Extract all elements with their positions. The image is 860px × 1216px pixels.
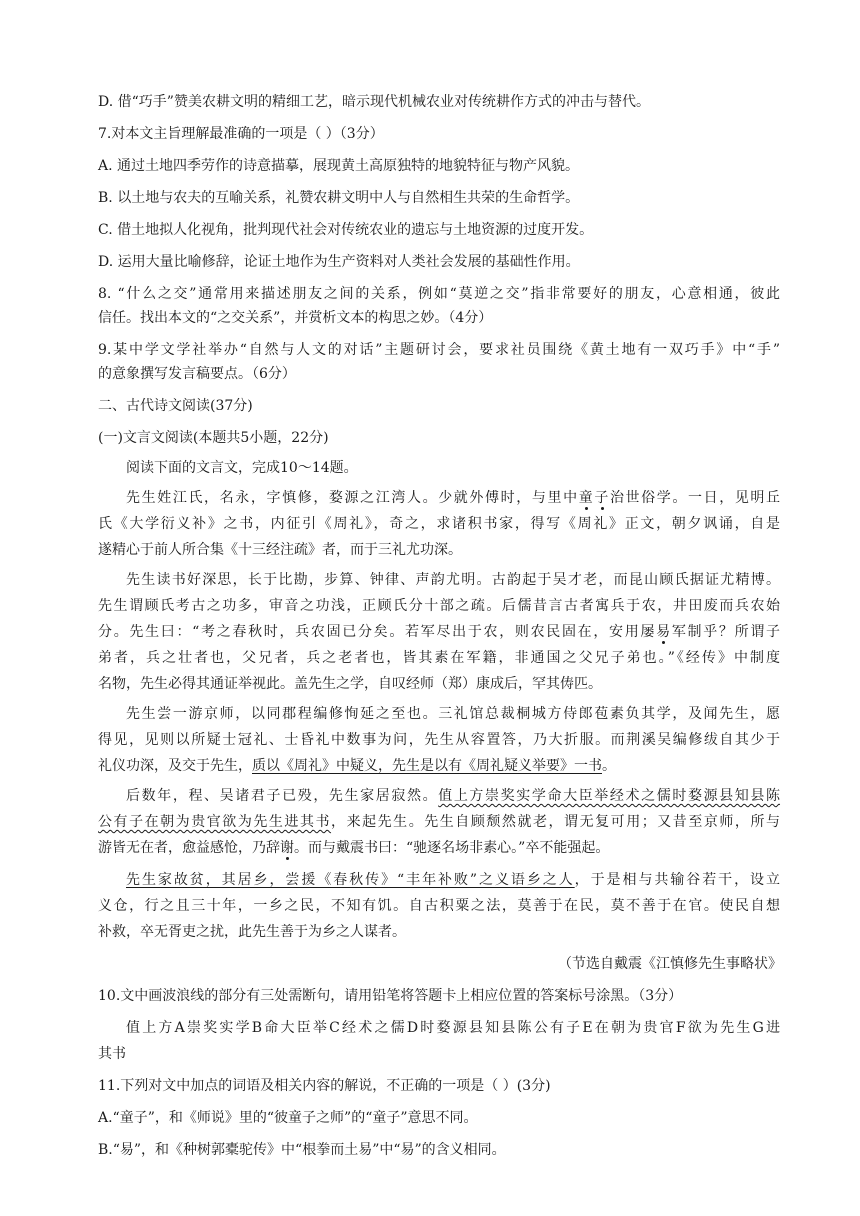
passage-p4-text-3b: 。而与戴震书曰：“驰逐名场非素心。”卒不能强起。 <box>294 840 610 856</box>
passage-p4-text-3a: 游皆无在者，愈益感怆，乃辞 <box>98 840 280 856</box>
passage-source: （节选自戴震《江慎修先生事略状》 <box>558 956 782 972</box>
emphasis-dot-zi: 子 <box>594 490 610 506</box>
underlined-sentence-p5: 先生家故贫，其居乡，尝援《春秋传》“丰年补败”之义语乡之人 <box>126 872 575 888</box>
passage-p5-line-1 <box>126 870 780 890</box>
passage-p5-line-3: 补救，卒无胥吏之扰，此先生善于为乡之人谋者。 <box>98 924 406 940</box>
q7-stem: 7.对本文主旨理解最准确的一项是（ ）（3分） <box>98 126 384 142</box>
emphasis-dot-xie: 谢 <box>280 840 294 856</box>
passage-p1-text-1a: 先生姓江氏，名永，字慎修，婺源之江湾人。少就外傅时，与里中 <box>126 490 579 506</box>
q10-line-1: 值上方A崇奖实学B命大臣举C经术之儒D时婺源县知县陈公有子E在朝为贵官F欲为先生G进 <box>126 1020 780 1036</box>
passage-p3-text-3a: 礼仪功深，及交于先生， <box>98 758 252 774</box>
q7-option-a: A. 通过土地四季劳作的诗意描摹，展现黄土高原独特的地貌特征与物产风貌。 <box>98 158 580 174</box>
q6-option-d: D. 借“巧手”赞美农耕文明的精细工艺，暗示现代机械农业对传统耕作方式的冲击与替代。 <box>98 94 650 110</box>
passage-p4-text-1a: 后数年，程、吴诸君子已殁，先生家居寂然。 <box>126 788 439 804</box>
q7-option-d: D. 运用大量比喻修辞，论证土地作为生产资料对人类社会发展的基础性作用。 <box>98 254 580 270</box>
passage-p2-line-2: 先生谓顾氏考古之功多，审音之功浅，正顾氏分十部之疏。后儒昔言古者寓兵于农，井田废而兵农始 <box>98 598 780 614</box>
passage-p1-line-2: 氏《大学衍义补》之书，内征引《周礼》，奇之，求诸积书家，得写《周礼》正文，朝夕讽诵，自是 <box>98 516 780 532</box>
q10-stem: 10.文中画波浪线的部分有三处需断句，请用铅笔将答题卡上相应位置的答案标号涂黑。（3分） <box>98 988 683 1004</box>
q11-option-a: A.“童子”，和《师说》里的“彼童子之师”的“童子”意思不同。 <box>98 1110 478 1126</box>
passage-p1-text-1b: 治世俗学。一日，见明丘 <box>609 490 781 506</box>
section-2-subtitle: (一)文言文阅读(本题共5小题，22分) <box>98 430 329 446</box>
underlined-sentence-p3: 质以《周礼》中疑义，先生是以有《周礼疑义举要》一书 <box>252 758 602 774</box>
q11-option-b: B.“易”，和《种树郭橐驼传》中“根拳而土易”中“易”的含义相同。 <box>98 1142 506 1158</box>
emphasis-dot-yi: 易 <box>656 624 672 640</box>
wavy-underline-1: 值上方崇奖实学命大臣举经术之儒时婺源县知县陈 <box>438 788 781 804</box>
q11-stem: 11.下列对文中加点的词语及相关内容的解说，不正确的一项是（ ）(3分) <box>98 1078 551 1094</box>
passage-p1-line-3: 遂精心于前人所合集《十三经注疏》者，而于三礼尤功深。 <box>98 542 462 558</box>
passage-p3-line-3 <box>98 756 616 776</box>
passage-p2-text-3b: 军制乎？所谓子 <box>671 624 781 640</box>
q9-line-2: 的意象撰写发言稿要点。（6分） <box>98 366 296 382</box>
passage-p2-line-5: 名物，先生必得其通证举视此。盖先生之学，自叹经师（郑）康成后，罕其俦匹。 <box>98 676 602 692</box>
passage-p5-text-1b: ，于是相与共输谷若干，设立 <box>574 872 780 888</box>
passage-p4-text-2b: ，来起先生。先生自顾颓然就老，谓无复可用；又昔至京师，所与 <box>331 814 781 830</box>
passage-p2-line-4: 弟者，兵之壮者也，父兄者，兵之老者也，皆其素在军籍，非通国之父兄子弟也。”《经传》中制度 <box>98 650 780 666</box>
section-2-title: 二、古代诗文阅读(37分) <box>98 398 253 414</box>
q8-line-2: 信任。找出本文的“之交关系”，并赏析文本的构思之妙。（4分） <box>98 310 493 326</box>
passage-p4-line-2 <box>98 812 780 832</box>
passage-p5-line-2: 义仓，行之且三十年，一乡之民，不知有饥。自古积粟之法，莫善于在民，莫不善于在官。使民自想 <box>98 898 780 914</box>
passage-p1-line-1 <box>126 488 780 508</box>
passage-p4-line-1 <box>126 786 780 806</box>
q10-line-2: 其书 <box>98 1046 126 1062</box>
passage-p2-line-1: 先生读书好深思，长于比勘，步算、钟律、声韵尤明。古韵起于吴才老，而昆山顾氏据证尤精博。 <box>126 572 780 588</box>
passage-p2-text-3a: 分。先生曰：“考之春秋时，兵农固已分矣。若军尽出于农，则农民固在，安用屡 <box>98 624 657 640</box>
emphasis-dot-tong: 童 <box>578 490 595 506</box>
q7-option-b: B. 以土地与农夫的互喻关系，礼赞农耕文明中人与自然相生共荣的生命哲学。 <box>98 190 580 206</box>
q8-line-1: 8. “什么之交”通常用来描述朋友之间的关系，例如“莫逆之交”指非常要好的朋友，心意相通，彼此 <box>98 286 780 302</box>
passage-p2-line-3 <box>98 622 780 642</box>
q9-line-1: 9.某中学文学社举办“自然与人文的对话”主题研讨会，要求社员围绕《黄土地有一双巧手》中“手” <box>98 342 780 358</box>
q7-option-c: C. 借土地拟人化视角，批判现代社会对传统农业的遗忘与土地资源的过度开发。 <box>98 222 594 238</box>
section-2-intro: 阅读下面的文言文，完成10～14题。 <box>126 460 358 476</box>
passage-p3-text-3b: 。 <box>602 758 616 774</box>
passage-p3-line-1: 先生尝一游京师，以同郡程编修恂延之至也。三礼馆总裁桐城方侍郎苞素负其学，及闻先生，愿 <box>126 706 780 722</box>
passage-p3-line-2: 得见，见则以所疑士冠礼、士昏礼中数事为问，先生从容置答，乃大折服。而荆溪吴编修绂自其少于 <box>98 732 780 748</box>
wavy-underline-2: 公有子在朝为贵官欲为先生进其书 <box>98 814 332 830</box>
passage-p4-line-3 <box>98 838 609 858</box>
